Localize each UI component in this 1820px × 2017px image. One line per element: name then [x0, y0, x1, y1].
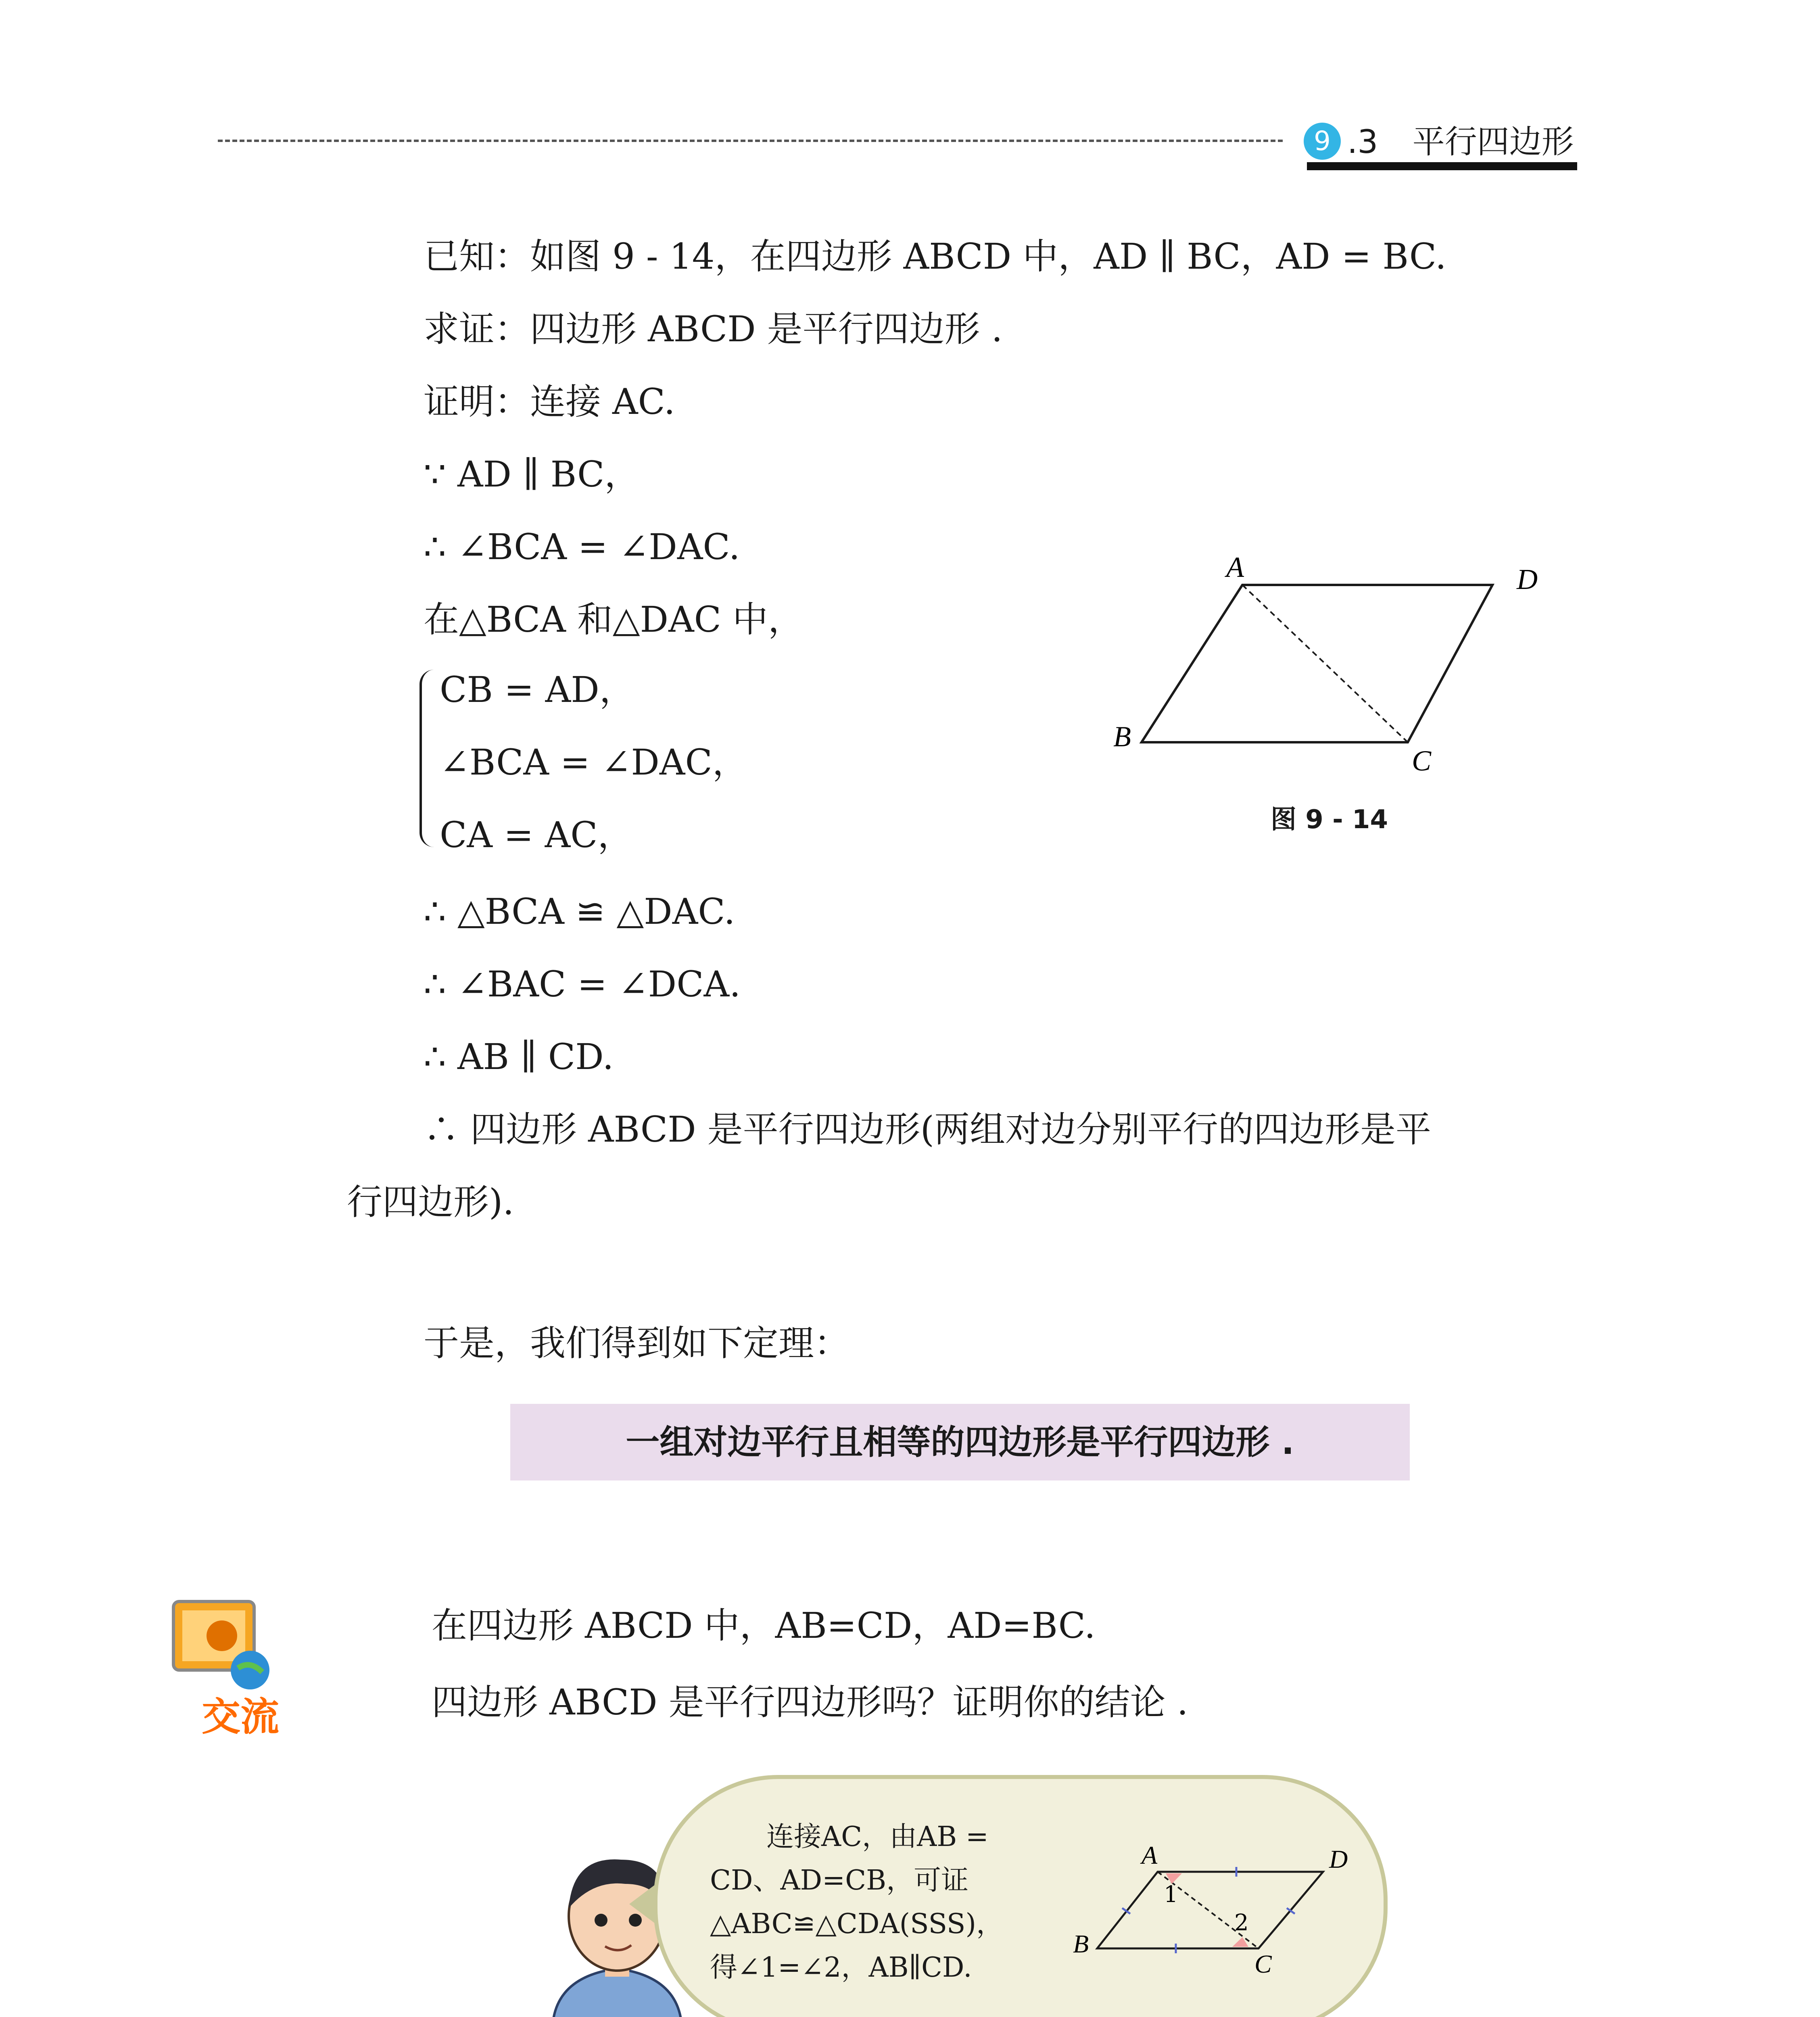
- proof-step-6: ∴ AB ∥ CD.: [424, 1036, 614, 1077]
- section-header: [1347, 118, 1574, 166]
- bubble-line-3: △ABC≌△CDA(SSS)，: [710, 1908, 1004, 1940]
- proof-given: 已知：如图 9 - 14，在四边形 ABCD 中，AD ∥ BC，AD = BC.: [424, 236, 1446, 277]
- bubble-label-b: B: [1073, 1929, 1089, 1958]
- bubble-line-1: 连接AC，由AB =: [766, 1821, 989, 1853]
- angle-label-2: 2: [1234, 1910, 1249, 1936]
- bubble-label-d: D: [1329, 1845, 1348, 1873]
- header-underline: [1307, 162, 1577, 170]
- proof-to-prove: 求证：四边形 ABCD 是平行四边形 .: [424, 308, 1003, 350]
- parallelogram-outline: [1142, 585, 1492, 742]
- bubble-line-4: 得∠1=∠2，AB∥CD.: [710, 1952, 972, 1984]
- theorem-intro-1: 于是，我们得到如下定理：: [424, 1322, 850, 1364]
- vertex-label-d: D: [1517, 563, 1538, 595]
- figure-caption: 图 9 - 14: [1271, 805, 1388, 835]
- bubble-line-2: CD、AD=CB，可证: [710, 1865, 969, 1896]
- vertex-label-b: B: [1113, 720, 1131, 753]
- proof-step-4: ∴ △BCA ≌ △DAC.: [424, 891, 735, 932]
- exchange-question-1: 在四边形 ABCD 中，AB=CD，AD=BC.: [432, 1605, 1096, 1646]
- proof-step-2: ∴ ∠BCA = ∠DAC.: [424, 526, 740, 568]
- bubble-label-c: C: [1254, 1950, 1272, 1978]
- bubble-label-a: A: [1142, 1841, 1158, 1869]
- section-number-badge: 9: [1304, 123, 1341, 160]
- exchange-label: 交流: [202, 1694, 279, 1739]
- proof-step-3: 在△BCA 和△DAC 中，: [424, 599, 804, 640]
- section-suffix: .3: [1347, 123, 1378, 161]
- bubble-parallelogram-figure: [1065, 1831, 1371, 1985]
- diagonal-ac: [1242, 585, 1408, 742]
- vertex-label-a: A: [1226, 551, 1244, 583]
- proof-step-1: ∵ AD ∥ BC，: [424, 453, 640, 495]
- theorem-box-1: 一组对边平行且相等的四边形是平行四边形 .: [510, 1404, 1410, 1480]
- brace-item-3: CA = AC，: [440, 814, 633, 856]
- proof-step-5: ∴ ∠BAC = ∠DCA.: [424, 963, 741, 1005]
- figure-9-14-parallelogram: [1089, 541, 1573, 791]
- proof-conclusion-2: 行四边形).: [347, 1181, 514, 1223]
- proof-start: 证明：连接 AC.: [424, 381, 675, 422]
- section-title: 平行四边形: [1412, 123, 1574, 161]
- angle-label-1: 1: [1164, 1881, 1178, 1908]
- brace-item-1: CB = AD，: [440, 669, 635, 710]
- header-dashed-rule: [218, 140, 1283, 142]
- brace-item-2: ∠BCA = ∠DAC，: [440, 741, 748, 783]
- vertex-label-c: C: [1412, 745, 1432, 777]
- proof-conclusion-1: ∴ 四边形 ABCD 是平行四边形(两组对边分别平行的四边形是平: [424, 1109, 1431, 1150]
- system-brace: [420, 670, 434, 847]
- exchange-question-2: 四边形 ABCD 是平行四边形吗？证明你的结论 .: [432, 1681, 1188, 1723]
- computer-icon: [157, 1593, 286, 1698]
